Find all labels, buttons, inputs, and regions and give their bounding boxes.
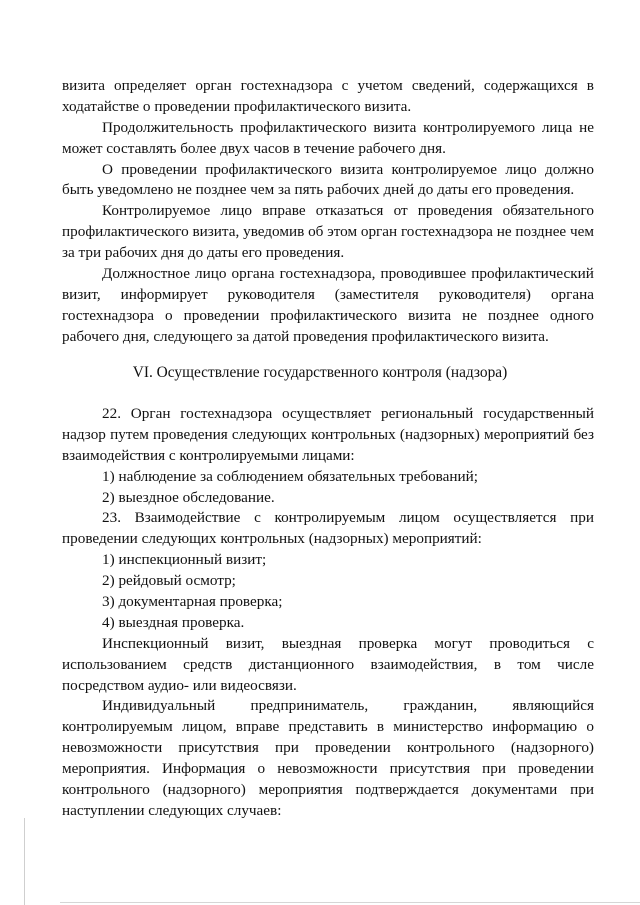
text-line: 1) инспекционный визит; <box>102 551 267 569</box>
paragraph <box>62 160 594 202</box>
paragraph <box>62 571 594 592</box>
paragraph <box>62 76 594 118</box>
paragraph <box>62 592 594 613</box>
text-line: Должностное лицо органа гостехнадзора, проводившее профилактический <box>102 265 594 283</box>
text-line: использованием средств дистанционного взаимодействия, в том числе <box>62 655 594 673</box>
text-line: рабочего дня, следующего за датой проведения профилактического визита. <box>62 327 549 345</box>
text-line: визита определяет орган гостехнадзора с учетом сведений, содержащихся в <box>62 77 594 94</box>
scan-base-line <box>60 902 640 903</box>
text-line: 1) наблюдение за соблюдением обязательных требований; <box>102 467 478 485</box>
paragraph <box>62 201 594 264</box>
paragraph <box>62 508 594 550</box>
text-block-bottom <box>62 404 594 822</box>
text-line: Продолжительность профилактического визита контролируемого лица не <box>102 118 594 136</box>
text-line: профилактического визита, уведомив об этом орган гостехнадзора не позднее чем <box>62 223 594 241</box>
text-line: Индивидуальный предприниматель, гражданин, являющийся <box>102 697 594 715</box>
paragraph <box>62 696 594 821</box>
text-line: 23. Взаимодействие с контролируемым лицом осуществляется при <box>102 509 594 527</box>
text-line: невозможности присутствия при проведении контрольного (надзорного) <box>62 739 594 757</box>
text-line: 3) документарная проверка; <box>102 593 283 611</box>
text-line: контролируемым лицом, вправе представить в министерство информацию о <box>62 718 594 736</box>
paragraph <box>62 550 594 571</box>
text-line: наступлении следующих случаев: <box>62 801 282 819</box>
text-line: быть уведомлено не позднее чем за пять рабочих дней до даты его проведения. <box>62 181 575 199</box>
text-line: взаимодействия с контролируемыми лицами: <box>62 446 355 464</box>
text-line: О проведении профилактического визита контролируемое лицо должно <box>102 160 594 178</box>
paragraph <box>62 118 594 160</box>
text-block-top <box>62 76 594 348</box>
section-heading: VI. Осуществление государственного контроля (надзора) <box>132 364 508 381</box>
paragraph <box>62 634 594 697</box>
text-line: Инспекционный визит, выездная проверка могут проводиться с <box>102 634 594 652</box>
paragraph <box>62 404 594 467</box>
text-line: мероприятия. Информация о невозможности присутствия при проведении <box>62 760 594 778</box>
paragraph <box>62 613 594 634</box>
text-line: визит, информирует руководителя (заместителя руководителя) органа <box>62 285 594 303</box>
paragraph <box>62 264 594 348</box>
text-line: посредством аудио- или видеосвязи. <box>62 676 297 694</box>
text-line: ходатайстве о проведении профилактического визита. <box>62 97 412 115</box>
scan-edge-line <box>24 818 25 905</box>
text-line: может составлять более двух часов в течение рабочего дня. <box>62 139 446 157</box>
text-line: 22. Орган гостехнадзора осуществляет региональный государственный <box>102 405 594 422</box>
text-line: 2) выездное обследование. <box>102 488 275 506</box>
text-line: 4) выездная проверка. <box>102 613 245 631</box>
text-line: Контролируемое лицо вправе отказаться от проведения обязательного <box>102 202 594 220</box>
text-line: проведении следующих контрольных (надзорных) мероприятий: <box>62 530 482 548</box>
paragraph <box>62 488 594 509</box>
text-line: гостехнадзора о проведении профилактического визита не позднее одного <box>62 306 594 324</box>
text-line: за три рабочих дня до даты его проведения. <box>62 244 345 262</box>
text-line: 2) рейдовый осмотр; <box>102 572 236 590</box>
paragraph <box>62 467 594 488</box>
text-line: контрольного (надзорного) мероприятия подтверждается документами при <box>62 781 594 799</box>
text-line: надзор путем проведения следующих контрольных (надзорных) мероприятий без <box>62 425 594 443</box>
